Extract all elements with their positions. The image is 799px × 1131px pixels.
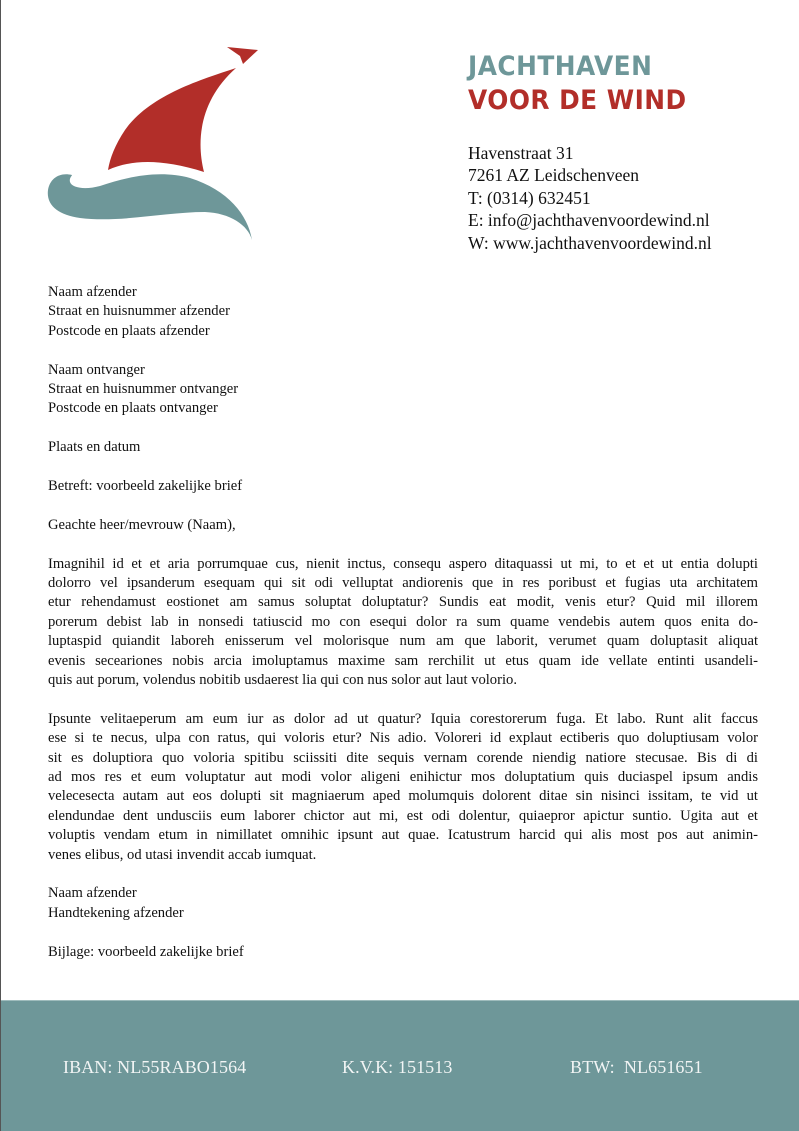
paragraph-line: venes elibus, od utasi invendit accab iumquat. [48, 846, 317, 863]
subject-line: Betreft: voorbeeld zakelijke brief [48, 478, 243, 495]
recipient-street: Straat en huisnummer ontvanger [48, 381, 239, 398]
paragraph-line: ese si te necus, ulpa con ratus, qui voloris etur? Nis adio. Voloreri id explaut ectiberis quo doluptiusam volor [48, 730, 758, 747]
sailboat-logo-icon [40, 40, 270, 250]
footer-iban: IBAN: NL55RABO1564 [63, 1057, 247, 1077]
footer-kvk: K.V.K: 151513 [342, 1057, 453, 1077]
paragraph-line: etur rehendamust eostionet am samus soluptat doluptatur? Sundis eat modit, venis etur? Quid mil illorem [48, 594, 758, 611]
footer-btw: BTW: NL651651 [570, 1057, 703, 1077]
paragraph-2 [48, 710, 758, 865]
paragraph-line: Imagnihil id et et aria porrumquae cus, nienit inctus, consequ aspero ditaquassi ut mi, to et et ut entia dolupti [48, 555, 758, 572]
company-email[interactable]: E: info@jachthavenvoordewind.nl [468, 210, 710, 231]
paragraph-line: porerum debist lab in nonsedi tatiuscid mo con esequi dolor ra sum quame vendebis autem quos enita do- [48, 613, 758, 630]
paragraph-line: velecesecta autam aut eos dolupti sit magniaerum aped molumquis dolorent ditae sin nisinci issitam, te vid ut [48, 788, 758, 805]
paragraph-line: voluptis vendam etum in nimillatet omnihic ipsunt aut quae. Icatustrum harcid qui alis most pos aut animin- [48, 827, 758, 844]
paragraph-1 [48, 555, 758, 691]
sender-postcode: Postcode en plaats afzender [48, 322, 210, 339]
paragraph-line: evenis seceariones nobis arcia imoluptamus maxime sam rerchilit ut etus quam ide vellate entinti usandeli- [48, 652, 758, 669]
company-street: Havenstraat 31 [468, 143, 574, 163]
closing-signature: Handtekening afzender [48, 904, 184, 921]
sender-street: Straat en huisnummer afzender [48, 303, 230, 320]
closing-name: Naam afzender [48, 885, 137, 902]
wave-icon [48, 174, 252, 240]
company-phone: T: (0314) 632451 [468, 187, 591, 208]
recipient-name: Naam ontvanger [48, 361, 145, 378]
paragraph-line: sit es doluptiora quo voloria spitibu sciissiti dite sequis vernam corende niendig natiore stecusae. Bis di di [48, 749, 758, 766]
company-contact [468, 142, 712, 254]
paragraph-line: quis aut porum, volendus nobitib usdaerest lia qui con nus solor aut laut volorio. [48, 672, 517, 689]
footer-bar [1, 1000, 799, 1131]
paragraph-line: dolorro vel ipsanderum esequam qui sit odi velluptat andiorenis que in res poribust et fugias uta architatem [48, 575, 758, 592]
attachment-line: Bijlage: voorbeeld zakelijke brief [48, 943, 244, 960]
flag-icon [227, 47, 258, 64]
paragraph-line: luptaspid quiandit laboreh enisserum vel molorisque num am que laborit, verumet quam doluptasit aliquat [48, 633, 758, 650]
salutation: Geachte heer/mevrouw (Naam), [48, 516, 236, 533]
company-website[interactable]: W: www.jachthavenvoordewind.nl [468, 232, 712, 253]
page-edge [0, 0, 1, 1131]
recipient-postcode: Postcode en plaats ontvanger [48, 400, 218, 417]
paragraph-line: Ipsunte velitaeperum am eum iur as dolor ad ut quatur? Iquia corestorerum fuga. Et labo. Runt alit faccus [48, 710, 758, 727]
brand-name [468, 50, 706, 118]
sender-name: Naam afzender [48, 284, 137, 300]
place-date: Plaats en datum [48, 439, 141, 456]
company-city: 7261 AZ Leidschenveen [468, 165, 640, 186]
sail-icon [108, 68, 236, 172]
brand-line-2: VOOR DE WIND [468, 85, 687, 116]
paragraph-line: ad mos res et eum voluptatur aut modi volor aligeni enihictur mos doluptatium quis duciaspel ipsum andis [48, 769, 758, 786]
paragraph-line: elendundae dent undusciis eum laborer chictor aut mi, est odi dolentur, quiaepror apictur suntio. Ugita aut et [48, 807, 758, 824]
letter-body [48, 283, 758, 962]
brand-line-1: JACHTHAVEN [468, 51, 653, 82]
